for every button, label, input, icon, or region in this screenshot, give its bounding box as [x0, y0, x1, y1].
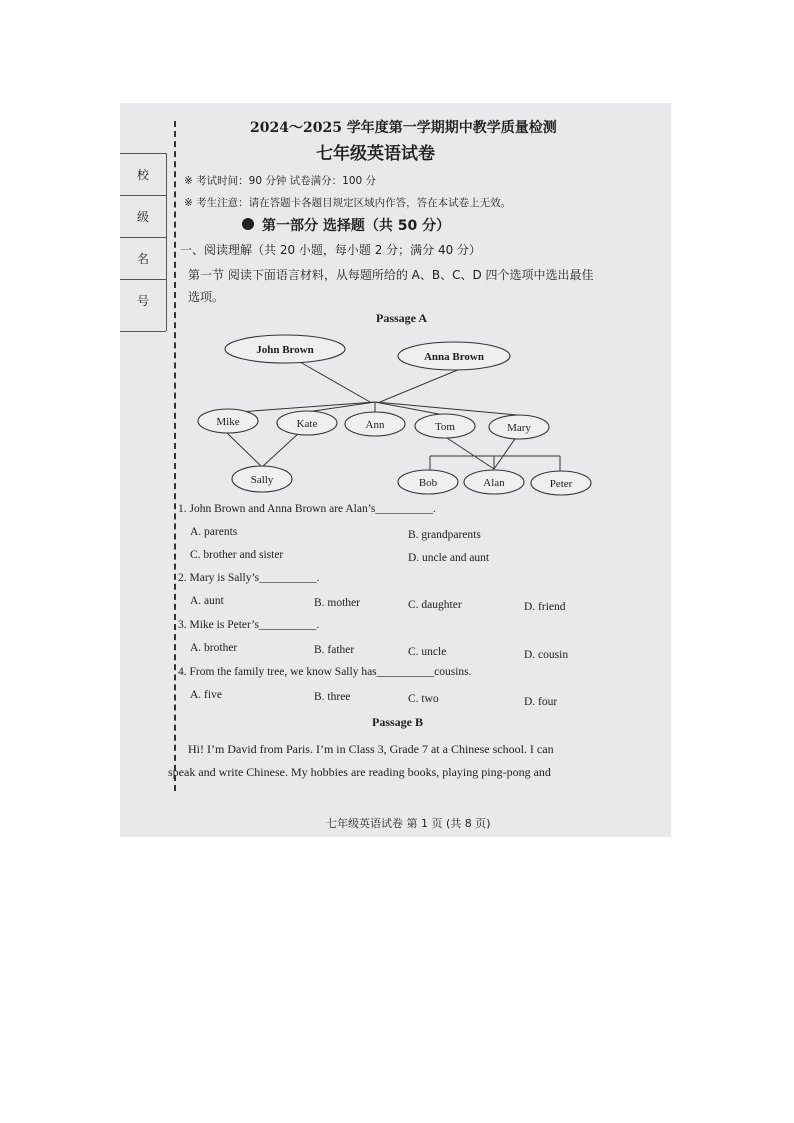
bullet-icon: [242, 218, 254, 230]
passage-a-title: Passage A: [376, 311, 427, 325]
exam-rule-note: ※ 考生注意：请在答题卡各题目规定区域内作答，答在本试卷上无效。: [184, 197, 512, 209]
question-2-option-c: C. daughter: [408, 599, 462, 611]
tree-node-tom: Tom: [434, 421, 456, 433]
question-2-option-b: B. mother: [314, 597, 360, 609]
question-4-option-a: A. five: [190, 689, 222, 701]
question-1-option-c: C. brother and sister: [190, 549, 284, 561]
page-footer: 七年级英语试卷 第 1 页 (共 8 页): [326, 817, 491, 830]
tree-node-peter: Peter: [549, 478, 573, 490]
binding-dashed-line: [174, 121, 176, 791]
question-2-option-d: D. friend: [524, 601, 566, 613]
tree-node-alan: Alan: [483, 477, 505, 489]
question-1-stem: 1. John Brown and Anna Brown are Alan’s__________.: [178, 503, 436, 515]
question-4-option-b: B. three: [314, 691, 351, 703]
question-4-option-d: D. four: [524, 696, 558, 708]
tree-node-mike: Mike: [216, 416, 240, 428]
instruction-line-1: 第一节 阅读下面语言材料，从每题所给的 A、B、C、D 四个选项中选出最佳: [188, 268, 594, 282]
section-title: 一、阅读理解（共 20 小题，每小题 2 分；满分 40 分）: [180, 243, 482, 257]
tree-node-mary: Mary: [507, 422, 531, 434]
binding-box-edge: [166, 153, 167, 331]
question-2-stem: 2. Mary is Sally’s__________.: [178, 572, 320, 584]
binding-label-class: 级: [120, 195, 166, 238]
question-4-stem: 4. From the family tree, we know Sally has__________cousins.: [178, 666, 472, 678]
tree-node-bob: Bob: [418, 477, 438, 489]
exam-time-note: ※ 考试时间：90 分钟 试卷满分：100 分: [184, 175, 377, 187]
question-3-option-b: B. father: [314, 644, 355, 656]
binding-label-number: 号: [120, 279, 166, 322]
exam-title: 2024～2025 学年度第一学期期中教学质量检测: [250, 120, 557, 136]
instruction-line-2: 选项。: [188, 290, 225, 304]
binding-box-bottom: [120, 331, 166, 332]
question-3-option-a: A. brother: [190, 642, 238, 654]
question-3-option-d: D. cousin: [524, 649, 569, 661]
tree-node-sally: Sally: [250, 474, 274, 486]
passage-b-title: Passage B: [372, 715, 423, 729]
family-tree-diagram: [190, 329, 630, 499]
tree-node-ann: Ann: [365, 419, 385, 431]
question-1-option-a: A. parents: [190, 526, 238, 538]
exam-page: [120, 103, 671, 837]
tree-node-john-brown: John Brown: [256, 344, 314, 356]
binding-label-school: 校: [120, 153, 166, 196]
question-3-option-c: C. uncle: [408, 646, 447, 658]
tree-node-anna-brown: Anna Brown: [423, 351, 485, 363]
binding-label-name: 名: [120, 237, 166, 280]
question-3-stem: 3. Mike is Peter’s__________.: [178, 619, 320, 631]
passage-b-line-2: speak and write Chinese. My hobbies are reading books, playing ping-pong and: [168, 765, 551, 779]
part-title: 第一部分 选择题（共 50 分）: [262, 218, 451, 234]
tree-node-kate: Kate: [296, 418, 318, 430]
question-1-option-d: D. uncle and aunt: [408, 552, 490, 564]
question-4-option-c: C. two: [408, 693, 439, 705]
passage-b-line-1: Hi! I’m David from Paris. I’m in Class 3, Grade 7 at a Chinese school. I can: [188, 742, 554, 756]
exam-subtitle: 七年级英语试卷: [316, 144, 435, 164]
question-2-option-a: A. aunt: [190, 595, 224, 607]
question-1-option-b: B. grandparents: [408, 529, 481, 541]
